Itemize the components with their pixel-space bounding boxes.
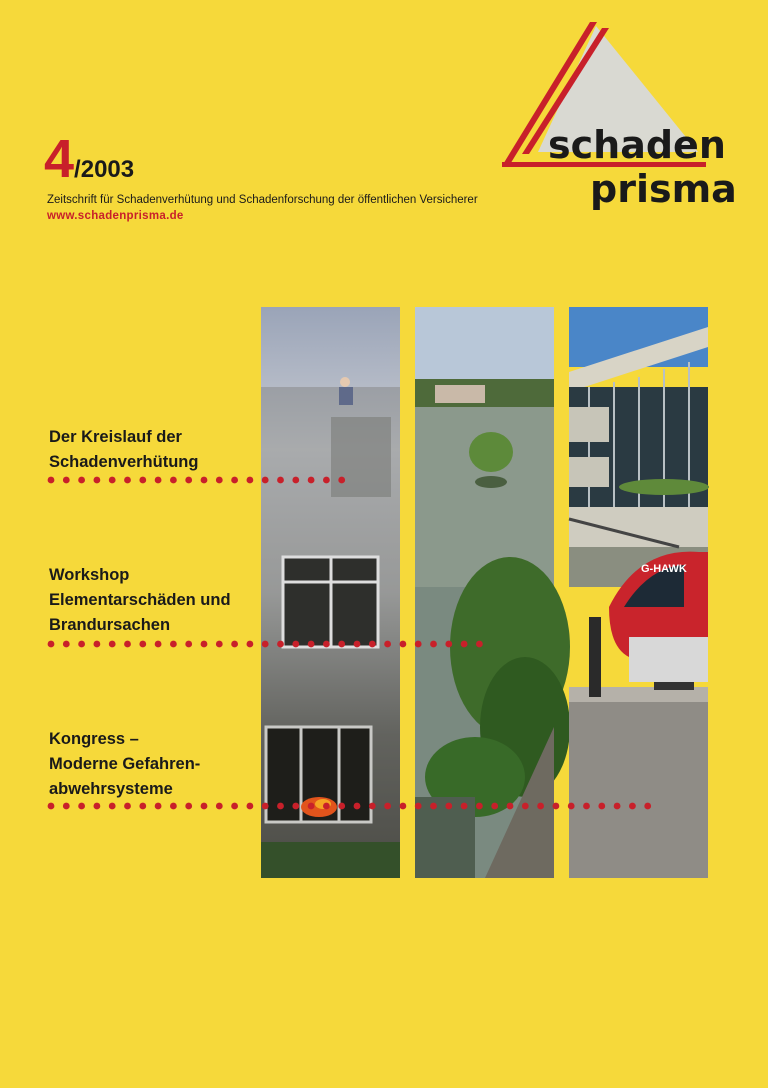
headline-line: abwehrsysteme bbox=[49, 780, 173, 798]
dot bbox=[185, 641, 192, 648]
dot bbox=[507, 803, 514, 810]
dot bbox=[155, 803, 162, 810]
dot bbox=[430, 803, 437, 810]
dot bbox=[78, 477, 85, 484]
dot bbox=[644, 803, 651, 810]
dot bbox=[369, 803, 376, 810]
dot bbox=[445, 641, 452, 648]
dot bbox=[109, 641, 116, 648]
dot bbox=[155, 641, 162, 648]
dot bbox=[231, 477, 238, 484]
dot bbox=[445, 803, 452, 810]
dot bbox=[170, 477, 177, 484]
dot bbox=[48, 803, 55, 810]
dot bbox=[139, 477, 146, 484]
headline-line: Moderne Gefahren- bbox=[49, 755, 201, 773]
dot bbox=[216, 803, 223, 810]
dot bbox=[48, 641, 55, 648]
dot bbox=[63, 641, 70, 648]
dot bbox=[354, 641, 361, 648]
dot bbox=[292, 803, 299, 810]
dot bbox=[63, 477, 70, 484]
dot bbox=[247, 477, 254, 484]
website-link[interactable]: www.schadenprisma.de bbox=[47, 210, 184, 222]
dot bbox=[185, 803, 192, 810]
dot bbox=[292, 477, 299, 484]
dot bbox=[262, 641, 269, 648]
dot bbox=[323, 477, 330, 484]
dot bbox=[415, 641, 422, 648]
dotted-line-1 bbox=[46, 475, 346, 485]
dot bbox=[277, 641, 284, 648]
dot bbox=[124, 803, 131, 810]
dot bbox=[48, 477, 55, 484]
headline-line: Elementarschäden und bbox=[49, 591, 231, 609]
dot bbox=[247, 803, 254, 810]
dot bbox=[323, 803, 330, 810]
dot bbox=[354, 803, 361, 810]
dot bbox=[384, 641, 391, 648]
dot bbox=[583, 803, 590, 810]
dot bbox=[537, 803, 544, 810]
dot bbox=[614, 803, 621, 810]
dot bbox=[308, 803, 315, 810]
dot bbox=[553, 803, 560, 810]
dot bbox=[216, 641, 223, 648]
dot bbox=[476, 803, 483, 810]
dot bbox=[139, 803, 146, 810]
dot bbox=[109, 477, 116, 484]
dot bbox=[262, 477, 269, 484]
headline-line: Workshop bbox=[49, 566, 130, 584]
dot bbox=[430, 641, 437, 648]
dot bbox=[216, 477, 223, 484]
dot bbox=[522, 803, 529, 810]
dot bbox=[369, 641, 376, 648]
dot bbox=[400, 641, 407, 648]
dot bbox=[277, 477, 284, 484]
headline-line: Kongress – bbox=[49, 730, 139, 748]
dot bbox=[231, 803, 238, 810]
dot bbox=[170, 641, 177, 648]
dot bbox=[308, 477, 315, 484]
dot bbox=[201, 477, 208, 484]
dot bbox=[155, 477, 162, 484]
dot bbox=[568, 803, 575, 810]
dot bbox=[231, 641, 238, 648]
dotted-line-3 bbox=[46, 801, 656, 811]
dot bbox=[461, 641, 468, 648]
dot bbox=[94, 641, 101, 648]
dot bbox=[629, 803, 636, 810]
dot bbox=[201, 803, 208, 810]
headline-kongress[interactable] bbox=[49, 727, 200, 802]
dot bbox=[323, 641, 330, 648]
dot bbox=[338, 477, 345, 484]
dot bbox=[170, 803, 177, 810]
dot bbox=[491, 803, 498, 810]
headline-line: Schadenverhütung bbox=[49, 453, 199, 471]
dot bbox=[63, 803, 70, 810]
dot bbox=[338, 641, 345, 648]
dot bbox=[78, 803, 85, 810]
dot bbox=[109, 803, 116, 810]
headline-workshop[interactable] bbox=[49, 563, 231, 638]
dotted-line-2 bbox=[46, 639, 486, 649]
magazine-subtitle: Zeitschrift für Schadenverhütung und Schadenforschung der öffentlichen Versicherer bbox=[47, 194, 478, 206]
dot bbox=[201, 641, 208, 648]
dot bbox=[461, 803, 468, 810]
dot bbox=[598, 803, 605, 810]
headline-kreislauf[interactable] bbox=[49, 425, 198, 475]
dot bbox=[338, 803, 345, 810]
issue-year: /2003 bbox=[74, 156, 135, 183]
helicopter-label: G-HAWK bbox=[641, 563, 687, 575]
dot bbox=[308, 641, 315, 648]
dot bbox=[476, 641, 483, 648]
dot bbox=[78, 641, 85, 648]
schadenprisma-logo bbox=[498, 20, 737, 220]
logo-line2: prisma bbox=[590, 167, 737, 211]
dot bbox=[384, 803, 391, 810]
dot bbox=[94, 803, 101, 810]
dot bbox=[292, 641, 299, 648]
photo-helicopter bbox=[569, 307, 708, 878]
issue-number-value: 4 bbox=[44, 129, 75, 189]
issue-number bbox=[44, 129, 135, 189]
photo-flood bbox=[415, 307, 554, 878]
dot bbox=[94, 477, 101, 484]
dot bbox=[262, 803, 269, 810]
dot bbox=[415, 803, 422, 810]
photo-fire bbox=[261, 307, 400, 878]
dot bbox=[247, 641, 254, 648]
headline-line: Der Kreislauf der bbox=[49, 428, 182, 446]
dot bbox=[277, 803, 284, 810]
dot bbox=[185, 477, 192, 484]
dot bbox=[124, 641, 131, 648]
dot bbox=[139, 641, 146, 648]
headline-line: Brandursachen bbox=[49, 616, 171, 634]
dot bbox=[124, 477, 131, 484]
dot bbox=[400, 803, 407, 810]
logo-line1: schaden bbox=[548, 123, 726, 167]
